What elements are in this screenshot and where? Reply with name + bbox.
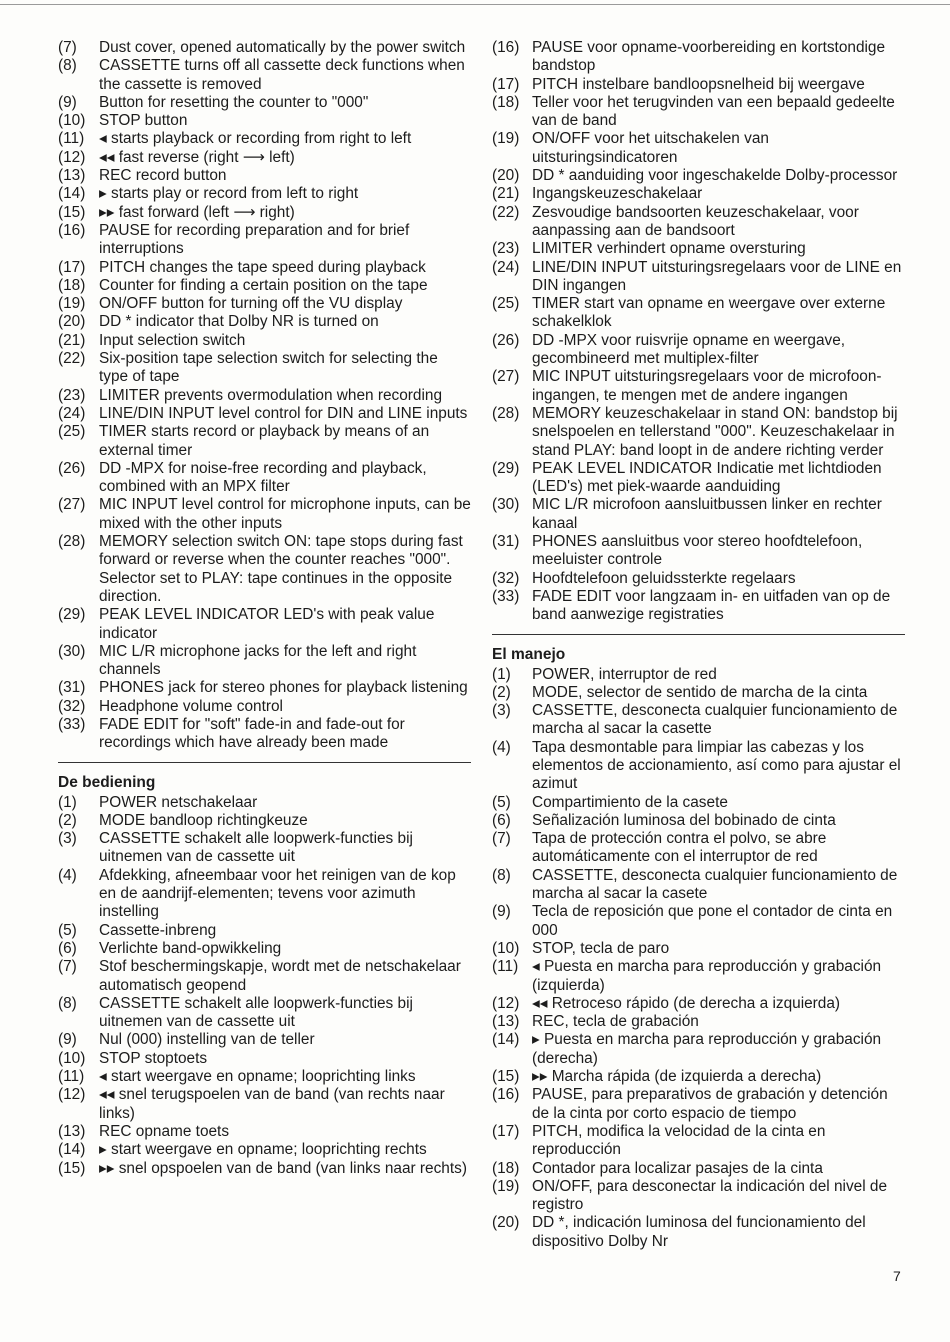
legend-item [58,716,471,753]
legend-item [492,666,905,684]
item-text: TIMER starts record or playback by means of an external timer [99,423,430,459]
item-number: (12) [58,148,86,166]
item-text: Input selection switch [99,331,246,349]
item-number: (29) [58,606,86,624]
item-text: CASSETTE, desconecta cualquier funcionamiento de marcha al sacar la casete [532,866,898,903]
item-text: Tapa desmontable para limpiar las cabezas y los elementos de accionamiento, así como para ajustar el azimut [532,738,901,793]
legend-item [492,570,905,588]
item-text: LIMITER verhindert opname oversturing [532,240,806,258]
english-legend-list [58,39,471,753]
legend-item [58,496,471,533]
item-text: DD * indicator that Dolby NR is turned on [99,313,379,331]
item-text: ▸▸ fast forward (left ⟶ right) [99,203,295,221]
item-text: ▸ starts play or record from left to right [99,185,359,203]
item-text: LINE/DIN INPUT level control for DIN and LINE inputs [99,404,468,422]
item-text: Ingangskeuzeschakelaar [532,185,703,203]
legend-item [58,295,471,313]
item-text: Nul (000) instelling van de teller [99,1031,315,1049]
item-text: STOP button [99,112,188,130]
item-text: ON/OFF, para desconectar la indicación del nivel de registro [532,1177,888,1214]
item-number: (2) [492,683,511,701]
item-text: ◂◂ Retroceso rápido (de derecha a izquierda) [532,994,841,1012]
legend-item [492,94,905,131]
item-number: (24) [492,258,520,276]
legend-item [492,1013,905,1031]
item-number: (14) [492,1031,520,1049]
item-text: MIC L/R microfoon aansluitbussen linker en rechter kanaal [532,496,882,532]
legend-item [58,112,471,130]
item-number: (16) [58,221,86,239]
item-number: (14) [58,1141,86,1159]
item-text: Button for resetting the counter to "000" [99,93,369,111]
legend-item [58,830,471,867]
legend-item [58,1141,471,1159]
right-column [492,39,905,1251]
legend-item [492,368,905,405]
item-number: (1) [492,665,511,683]
item-number: (6) [492,811,511,829]
item-number: (10) [492,939,520,957]
legend-item [58,995,471,1032]
item-number: (1) [58,793,77,811]
legend-item [58,1086,471,1123]
item-number: (19) [492,130,520,148]
item-text: Six-position tape selection switch for selecting the type of tape [99,350,438,386]
item-number: (11) [492,958,519,976]
item-text: MEMORY selection switch ON: tape stops during fast forward or reverse when the counter reaches "000". Selector set to PLAY: tape continues in the opposite direction. [99,533,463,605]
item-number: (26) [58,459,86,477]
legend-item [58,57,471,94]
legend-item [492,684,905,702]
item-text: Counter for finding a certain position on the tape [99,276,428,294]
legend-item [492,130,905,167]
item-number: (18) [492,1159,520,1177]
legend-item [492,702,905,739]
legend-item [492,995,905,1013]
item-text: ◂◂ fast reverse (right ⟶ left) [99,148,295,166]
item-number: (13) [58,1122,86,1140]
legend-item [492,405,905,460]
item-text: FADE EDIT voor langzaam in- en uitfaden van op de band aanwezige registraties [532,587,891,624]
legend-item [58,643,471,680]
item-text: Señalización luminosa del bobinado de cinta [532,811,836,829]
item-text: REC record button [99,167,227,185]
item-text: MODE, selector de sentido de marcha de la cinta [532,683,868,701]
item-text: Afdekking, afneembaar voor het reinigen van de kop en de aandrijf-elementen; tevens voor azimuth instelling [99,866,456,921]
legend-item [58,1068,471,1086]
legend-item [492,1123,905,1160]
item-number: (4) [58,866,77,884]
legend-item [58,204,471,222]
section-heading-dutch: De bediening [58,773,156,791]
item-number: (15) [58,203,86,221]
item-text: CASSETTE turns off all cassette deck functions when the cassette is removed [99,57,465,93]
item-text: ◂◂ snel terugspoelen van de band (van rechts naar links) [99,1086,445,1122]
legend-item [58,350,471,387]
item-text: REC, tecla de grabación [532,1013,699,1031]
item-number: (5) [58,921,77,939]
legend-item [58,794,471,812]
legend-item [492,496,905,533]
item-number: (3) [58,830,77,848]
legend-item [58,167,471,185]
item-text: Verlichte band-opwikkeling [99,939,282,957]
item-number: (9) [58,1031,77,1049]
item-text: Teller voor het terugvinden van een bepaald gedeelte van de band [532,93,895,130]
item-text: FADE EDIT for "soft" fade-in and fade-out for recordings which have already been made [99,715,405,752]
legend-item [58,1123,471,1141]
legend-item [58,222,471,259]
item-number: (11) [58,1068,85,1086]
item-number: (4) [492,738,511,756]
item-number: (20) [492,1214,520,1232]
legend-item [492,903,905,940]
legend-item [58,679,471,697]
legend-item [492,460,905,497]
legend-item [58,313,471,331]
item-number: (31) [58,679,86,697]
item-number: (8) [58,994,77,1012]
item-text: POWER netschakelaar [99,793,258,811]
item-number: (22) [492,203,520,221]
item-number: (25) [492,295,520,313]
legend-item [58,259,471,277]
legend-item [58,423,471,460]
legend-item [58,698,471,716]
item-number: (10) [58,1049,86,1067]
legend-item [58,922,471,940]
item-number: (15) [492,1068,520,1086]
item-text: Zesvoudige bandsoorten keuzeschakelaar, voor aanpassing aan de bandsoort [532,203,859,239]
item-number: (16) [492,1086,520,1104]
item-number: (10) [58,112,86,130]
item-text: DD -MPX voor ruisvrije opname en weergave, gecombineerd met multiplex-filter [532,331,846,368]
item-text: MIC INPUT uitsturingsregelaars voor de microfoon-ingangen, te mengen met de andere ingangen [532,368,882,404]
item-number: (7) [492,830,511,848]
section-divider [492,634,905,635]
legend-item [492,830,905,867]
item-text: PEAK LEVEL INDICATOR LED's with peak value indicator [99,606,435,642]
legend-item [492,185,905,203]
item-number: (20) [58,313,86,331]
item-number: (19) [58,295,86,313]
item-number: (22) [58,350,86,368]
legend-item [492,794,905,812]
item-number: (17) [58,258,86,276]
item-text: Dust cover, opened automatically by the power switch [99,39,466,56]
item-number: (8) [492,866,511,884]
item-number: (27) [58,496,86,514]
item-number: (27) [492,368,520,386]
item-text: CASSETTE, desconecta cualquier funcionamiento de marcha al sacar la casette [532,702,898,738]
legend-item [492,259,905,296]
item-text: Stof beschermingskapje, wordt met de netschakelaar automatisch geopend [99,958,461,994]
item-text: REC opname toets [99,1122,230,1140]
section-heading-spanish: El manejo [492,645,566,663]
item-number: (8) [58,57,77,75]
item-number: (20) [492,167,520,185]
item-number: (28) [492,404,520,422]
item-number: (23) [492,240,520,258]
item-text: DD *, indicación luminosa del funcionamiento del dispositivo Dolby Nr [532,1214,866,1250]
item-number: (23) [58,386,86,404]
item-number: (3) [492,702,511,720]
item-number: (7) [58,958,77,976]
legend-item [492,940,905,958]
item-text: PAUSE for recording preparation and for brief interruptions [99,221,410,258]
item-text: ▸ Puesta en marcha para reproducción y grabación (derecha) [532,1031,882,1067]
item-number: (32) [58,697,86,715]
item-text: ◂ start weergave en opname; looprichting links [99,1068,416,1086]
legend-item [492,76,905,94]
item-text: TIMER start van opname en weergave over externe schakelklok [532,295,886,331]
item-number: (13) [58,167,86,185]
dutch-legend-list [58,794,471,1178]
legend-item [492,588,905,625]
spanish-legend-list [492,666,905,1252]
item-number: (12) [58,1086,86,1104]
legend-item [58,149,471,167]
legend-item [58,958,471,995]
item-number: (15) [58,1159,86,1177]
legend-item [58,533,471,606]
legend-item [58,460,471,497]
item-text: ◂ starts playback or recording from right to left [99,130,412,148]
legend-item [58,130,471,148]
item-text: MIC L/R microphone jacks for the left and right channels [99,642,417,679]
item-number: (30) [492,496,520,514]
legend-item [58,277,471,295]
item-number: (25) [58,423,86,441]
item-number: (9) [58,93,77,111]
item-text: PAUSE voor opname-voorbereiding en kortstondige bandstop [532,39,886,75]
legend-item [492,167,905,185]
item-number: (24) [58,404,86,422]
item-text: MODE bandloop richtingkeuze [99,811,308,829]
item-text: ON/OFF button for turning off the VU display [99,295,403,313]
legend-item [58,606,471,643]
item-text: ▸ start weergave en opname; looprichting rechts [99,1141,427,1159]
page-number: 7 [893,1268,901,1284]
item-text: PITCH changes the tape speed during playback [99,258,426,276]
legend-item [492,1178,905,1215]
legend-item [492,332,905,369]
item-text: STOP stoptoets [99,1049,208,1067]
item-text: Hoofdtelefoon geluidssterkte regelaars [532,569,796,587]
item-number: (7) [58,39,77,56]
legend-item [58,867,471,922]
item-text: Tapa de protección contra el polvo, se abre automáticamente con el interruptor de red [532,830,827,866]
item-text: PHONES jack for stereo phones for playback listening [99,679,468,697]
item-number: (16) [492,39,520,56]
legend-item [58,940,471,958]
legend-item [58,1050,471,1068]
legend-item [58,332,471,350]
item-text: CASSETTE schakelt alle loopwerk-functies bij uitnemen van de cassette uit [99,994,413,1031]
item-number: (14) [58,185,86,203]
item-text: Tecla de reposición que pone el contador de cinta en 000 [532,903,893,939]
legend-item [58,387,471,405]
item-number: (18) [58,276,86,294]
item-text: STOP, tecla de paro [532,939,670,957]
legend-item [58,812,471,830]
item-number: (31) [492,533,520,551]
legend-item [492,867,905,904]
legend-item [58,39,471,57]
item-number: (17) [492,1122,520,1140]
legend-item [492,739,905,794]
item-text: CASSETTE schakelt alle loopwerk-functies bij uitnemen van de cassette uit [99,830,413,866]
legend-item [492,240,905,258]
item-text: LIMITER prevents overmodulation when recording [99,386,443,404]
legend-item [58,185,471,203]
top-rule [0,4,950,5]
item-number: (6) [58,939,77,957]
item-text: DD * aanduiding voor ingeschakelde Dolby-processor [532,167,898,185]
legend-item [492,533,905,570]
item-text: Headphone volume control [99,697,283,715]
item-text: POWER, interruptor de red [532,665,717,683]
item-number: (18) [492,93,520,111]
dutch-legend-list-continued [492,39,905,625]
item-number: (28) [58,533,86,551]
item-text: Contador para localizar pasajes de la cinta [532,1159,823,1177]
legend-item [492,958,905,995]
legend-item [58,405,471,423]
legend-item [492,1031,905,1068]
item-text: ON/OFF voor het uitschakelen van uitsturingsindicatoren [532,130,769,166]
item-number: (29) [492,459,520,477]
item-number: (33) [58,715,86,733]
item-text: PAUSE, para preparativos de grabación y detención de la cinta por corto espacio de tiempo [532,1086,888,1122]
legend-item [492,39,905,76]
item-text: LINE/DIN INPUT uitsturingsregelaars voor de LINE en DIN ingangen [532,258,902,294]
item-number: (17) [492,75,520,93]
legend-item [58,1160,471,1178]
legend-item [492,1160,905,1178]
item-number: (21) [58,331,86,349]
item-text: PITCH instelbare bandloopsnelheid bij weergave [532,75,865,93]
legend-item [492,204,905,241]
item-text: PEAK LEVEL INDICATOR Indicatie met lichtdioden (LED's) met piek-waarde aanduiding [532,459,882,496]
item-text: ▸▸ Marcha rápida (de izquierda a derecha) [532,1068,822,1086]
item-number: (12) [492,994,520,1012]
item-number: (33) [492,587,520,605]
item-text: ◂ Puesta en marcha para reproducción y grabación (izquierda) [532,958,882,994]
item-number: (21) [492,185,520,203]
item-number: (32) [492,569,520,587]
legend-item [58,1031,471,1049]
item-text: MIC INPUT level control for microphone inputs, can be mixed with the other inputs [99,496,471,532]
item-text: Compartimiento de la casete [532,793,728,811]
item-number: (26) [492,331,520,349]
item-number: (19) [492,1177,520,1195]
item-text: MEMORY keuzeschakelaar in stand ON: bandstop bij snelspoelen en tellerstand "000". Keuzeschakelaar in stand PLAY: band loopt in de andere richting verder [532,404,898,459]
item-text: ▸▸ snel opspoelen van de band (van links naar rechts) [99,1159,467,1177]
item-number: (9) [492,903,511,921]
item-number: (13) [492,1013,520,1031]
legend-item [492,812,905,830]
legend-item [492,1086,905,1123]
legend-item [492,295,905,332]
section-divider [58,762,471,763]
item-number: (11) [58,130,85,148]
item-text: PHONES aansluitbus voor stereo hoofdtelefoon, meeluister controle [532,533,863,569]
left-column [58,39,471,1178]
item-number: (5) [492,793,511,811]
legend-item [492,1214,905,1251]
item-text: Cassette-inbreng [99,921,217,939]
item-text: PITCH, modifica la velocidad de la cinta en reproducción [532,1122,826,1159]
legend-item [58,94,471,112]
item-number: (2) [58,811,77,829]
item-number: (30) [58,642,86,660]
item-text: DD -MPX for noise-free recording and playback, combined with an MPX filter [99,459,427,496]
legend-item [492,1068,905,1086]
